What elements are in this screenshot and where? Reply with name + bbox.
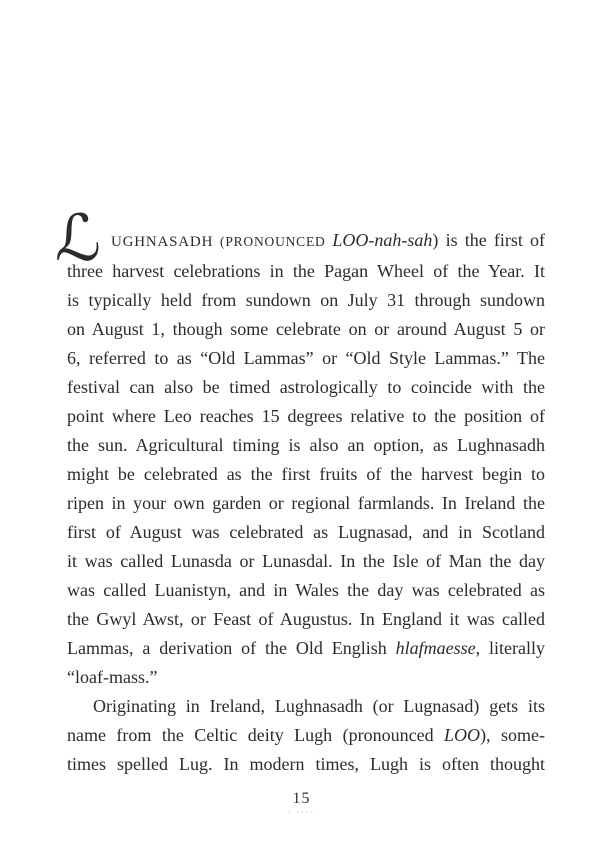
text-line: 6, referred to as “Old Lammas” or “Old Style Lammas.” The [67,348,545,368]
text-line: Originating in Ireland, Lughnasadh (or Lugnasad) gets its [93,696,545,716]
text-line: ripen in your own garden or regional farmlands. In Ireland the [67,493,545,513]
text-line: the Gwyl Awst, or Feast of Augustus. In England it was called [67,609,545,629]
text-line: times spelled Lug. In modern times, Lugh is often thought [67,754,545,774]
text-line: the sun. Agricultural timing is also an option, as Lughnasadh [67,435,545,455]
body-text [55,202,545,779]
text-line: Lammas, a derivation of the Old English hlafmaesse, literally [67,638,545,658]
text-line: first of August was celebrated as Lugnasad, and in Scotland [67,522,545,542]
text-line: on August 1, though some celebrate on or around August 5 or [67,319,545,339]
page-number: 15 [292,790,311,807]
page-footer [0,790,603,817]
text-line: was called Luanistyn, and in Wales the day was celebrated as [67,580,545,600]
text-line: is typically held from sundown on July 31 through sundown [67,290,545,310]
text-line: UGHNASADH (PRONOUNCED LOO-nah-sah) is the first of [111,230,545,250]
text-line: name from the Celtic deity Lugh (pronounced LOO), some- [67,725,545,745]
page-ornament: · ···· [287,808,316,817]
text-line: it was called Lunasda or Lunasdal. In the Isle of Man the day [67,551,545,571]
text-line: might be celebrated as the first fruits of the harvest begin to [67,464,545,484]
text-line: point where Leo reaches 15 degrees relative to the position of [67,406,545,426]
text-line: festival can also be timed astrologically to coincide with the [67,377,545,397]
text-line: three harvest celebrations in the Pagan Wheel of the Year. It [67,261,545,281]
text-line: “loaf-mass.” [67,667,158,687]
drop-cap-letter: ℒ [55,202,102,276]
